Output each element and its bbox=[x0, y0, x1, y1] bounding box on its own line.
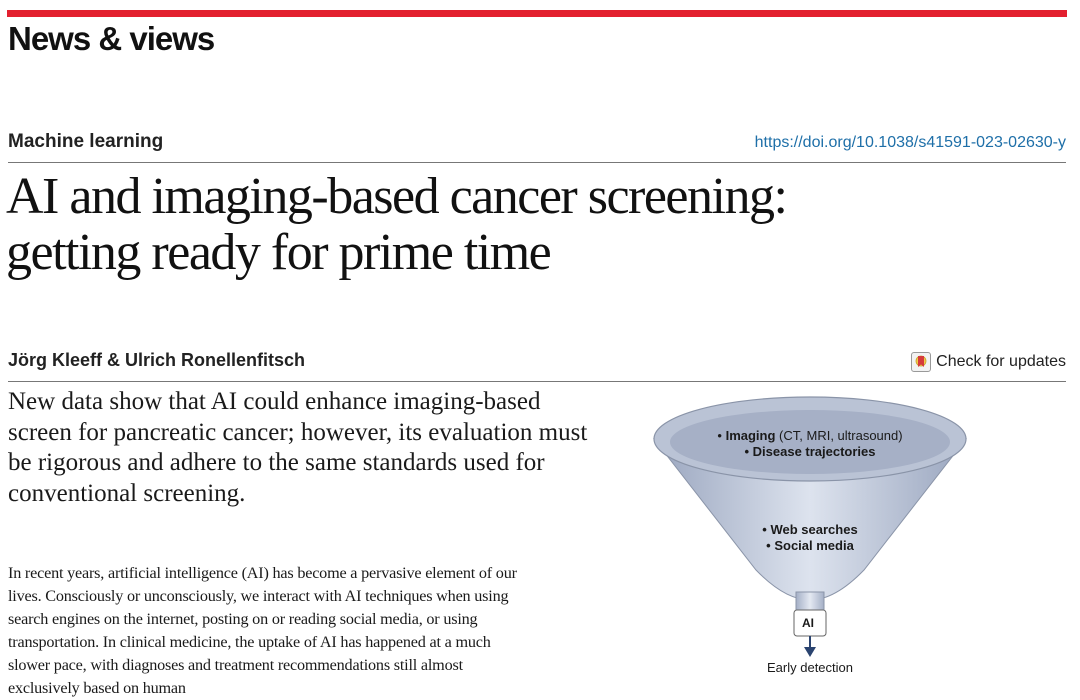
author-list: Jörg Kleeff & Ulrich Ronellenfitsch bbox=[8, 350, 306, 370]
figure-label-imaging: • Imaging (CT, MRI, ultrasound) bbox=[717, 428, 903, 443]
title-line-2: getting ready for prime time bbox=[6, 224, 551, 281]
doi-link[interactable]: https://doi.org/10.1038/s41591-023-02630-y bbox=[754, 134, 1066, 151]
figure-label-social: • Social media bbox=[766, 538, 854, 553]
standfirst: New data show that AI could enhance imaging-based screen for pancreatic cancer; however, its evaluation must be rigorous and adhere to the same standards used for conventional screening. bbox=[8, 388, 588, 507]
figure-label-web: • Web searches bbox=[762, 522, 858, 537]
journal-brand: News & views bbox=[8, 20, 215, 57]
figure-label-trajectories: • Disease trajectories bbox=[744, 444, 876, 459]
title-line-1: AI and imaging-based cancer screening: bbox=[6, 168, 787, 225]
divider bbox=[8, 381, 1066, 382]
figure-label-ai: AI bbox=[802, 616, 814, 630]
section-label: Machine learning bbox=[8, 131, 164, 152]
article-title bbox=[6, 169, 1066, 281]
top-accent-bar bbox=[7, 10, 1067, 17]
down-arrow-icon bbox=[804, 647, 816, 657]
check-for-updates-label: Check for updates bbox=[936, 353, 1066, 370]
bookmark-update-icon bbox=[911, 352, 931, 372]
funnel-spout bbox=[796, 592, 824, 610]
body-paragraph: In recent years, artificial intelligence (AI) has become a pervasive element of our lives. Consciously or unconsciously, we interact with AI techniques when using search engines on the internet, posting on or reading social media, or using transportation. In clinical medicine, the uptake of AI has happened at a much slower pace, with diagnoses and treatment recommendations still almost exclusively based on human bbox=[8, 564, 517, 697]
divider bbox=[8, 162, 1066, 163]
figure-label-early-detection: Early detection bbox=[767, 660, 853, 675]
check-for-updates-button[interactable] bbox=[911, 352, 1066, 372]
funnel-figure bbox=[630, 392, 1010, 688]
